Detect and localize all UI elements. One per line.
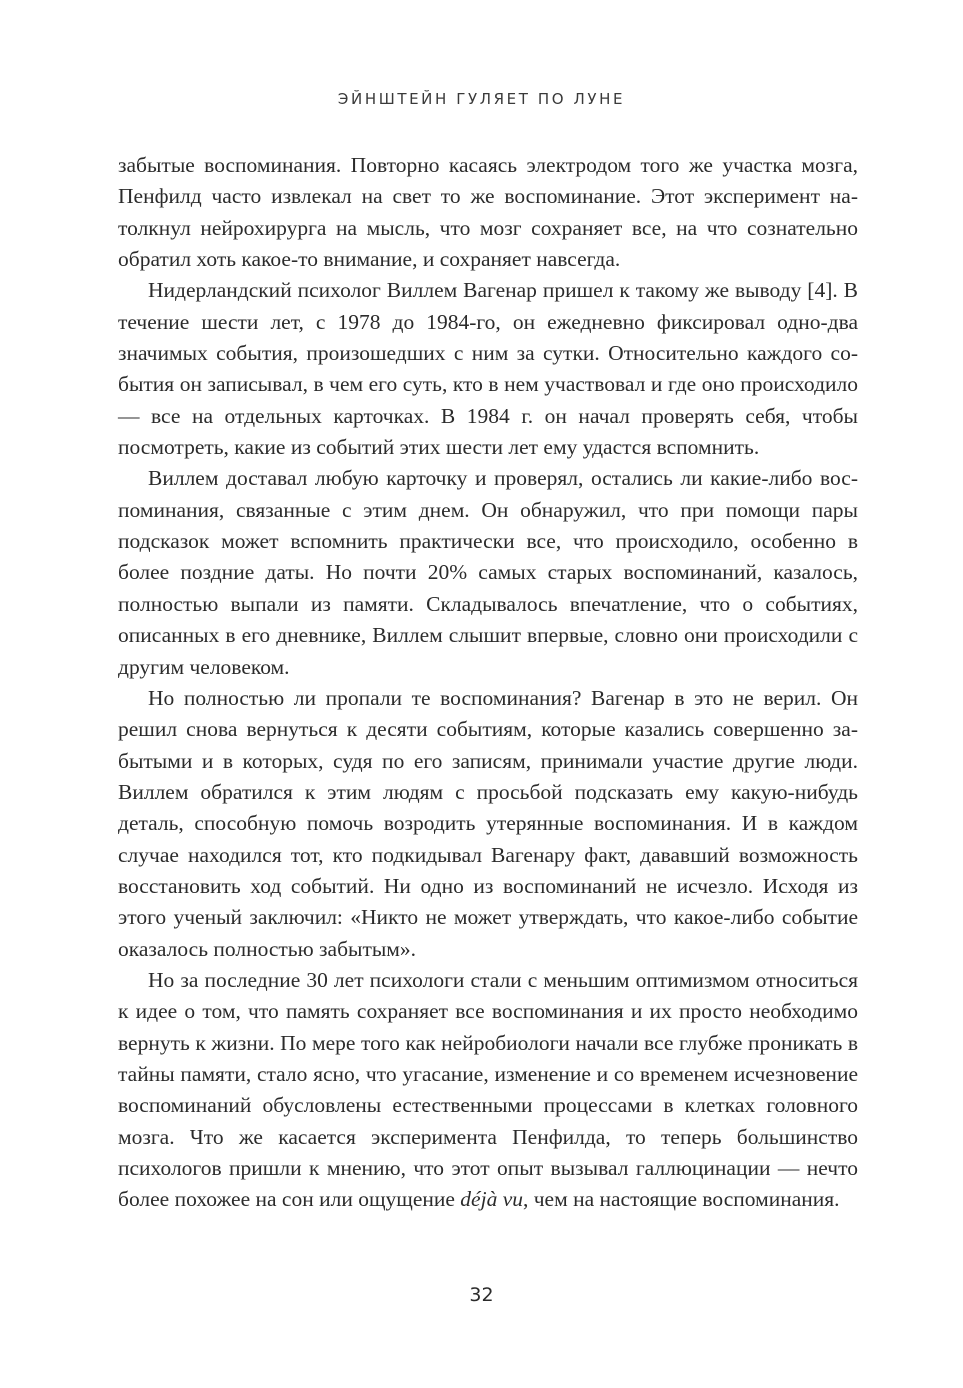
body-text — [118, 150, 858, 1216]
paragraph-3: Виллем доставал любую карточку и проверял, остались ли какие-либо воспоминания, связанные с этим днем. Он обнаружил, что при помощи пары подсказок может вспомнить практически все, что происходило, особенно в более поздние даты. Но почти 20% самых старых воспоминаний, казалось, полностью выпали из памяти. Складывалось впечатление, что о событиях, описанных в его дневнике, Виллем слышит впервые, словно они происходили с другим человеком. — [118, 466, 858, 679]
paragraph-4: Но полностью ли пропали те воспоминания? Вагенар в это не верил. Он решил снова вернуться к десяти событиям, которые казались совершенно забытыми и в которых, судя по его записям, принимали участие другие люди. Виллем обратился к этим людям с просьбой подсказать ему какую-нибудь деталь, способную помочь возродить утерянные воспоминания. И в каждом случае находился тот, кто подкидывал Вагенару факт, дававший возможность восстановить ход событий. Ни одно из воспоминаний не исчезло. Исходя из этого ученый заключил: «Никто не может утверждать, что какое-либо событие оказалось полностью забытым». — [118, 685, 858, 961]
page-number: 32 — [469, 1284, 494, 1306]
running-header-title: ЭЙНШТЕЙН ГУЛЯЕТ ПО ЛУНЕ — [337, 90, 626, 108]
paragraph-5-text-before: Но за последние 30 лет психологи стали с меньшим оптимизмом относиться к идее о том, что память сохраняет все воспоминания и их просто необходимо вернуть к жизни. По мере того как нейробиологи начали все глубже проникать в тайны памяти, стало ясно, что угасание, изменение и со временем исчезновение воспоминаний обусловлены естественными процессами в клетках головного мозга. Что же касается эксперимента Пенфилда, то теперь большинство психологов пришли к мнению, что этот опыт вызывал галлюцинации — нечто более похожее на сон или ощущение — [118, 967, 858, 1212]
paragraph-5 — [118, 965, 858, 1216]
paragraph-1: забытые воспоминания. Повторно касаясь электродом того же участка мозга, Пенфилд часто извлекал на свет то же воспоминание. Этот эксперимент натолкнул нейрохирурга на мысль, что мозг сохраняет все, на что сознательно обратил хоть какое-то внимание, и сохраняет навсегда. — [118, 153, 858, 272]
paragraph-2: Нидерландский психолог Виллем Вагенар пришел к такому же выводу [4]. В течение шести лет, с 1978 до 1984-го, он ежедневно фиксировал одно-два значимых события, произошедших с ним за сутки. Относительно каждого события он записывал, в чем его суть, кто в нем участвовал и где оно происходило — все на отдельных карточках. В 1984 г. он начал проверять себя, чтобы посмотреть, какие из событий этих шести лет ему удастся вспомнить. — [118, 278, 858, 460]
italic-term-deja-vu: déjà vu — [460, 1187, 523, 1212]
paragraph-5-text-after: , чем на настоящие воспоминания. — [522, 1187, 840, 1212]
